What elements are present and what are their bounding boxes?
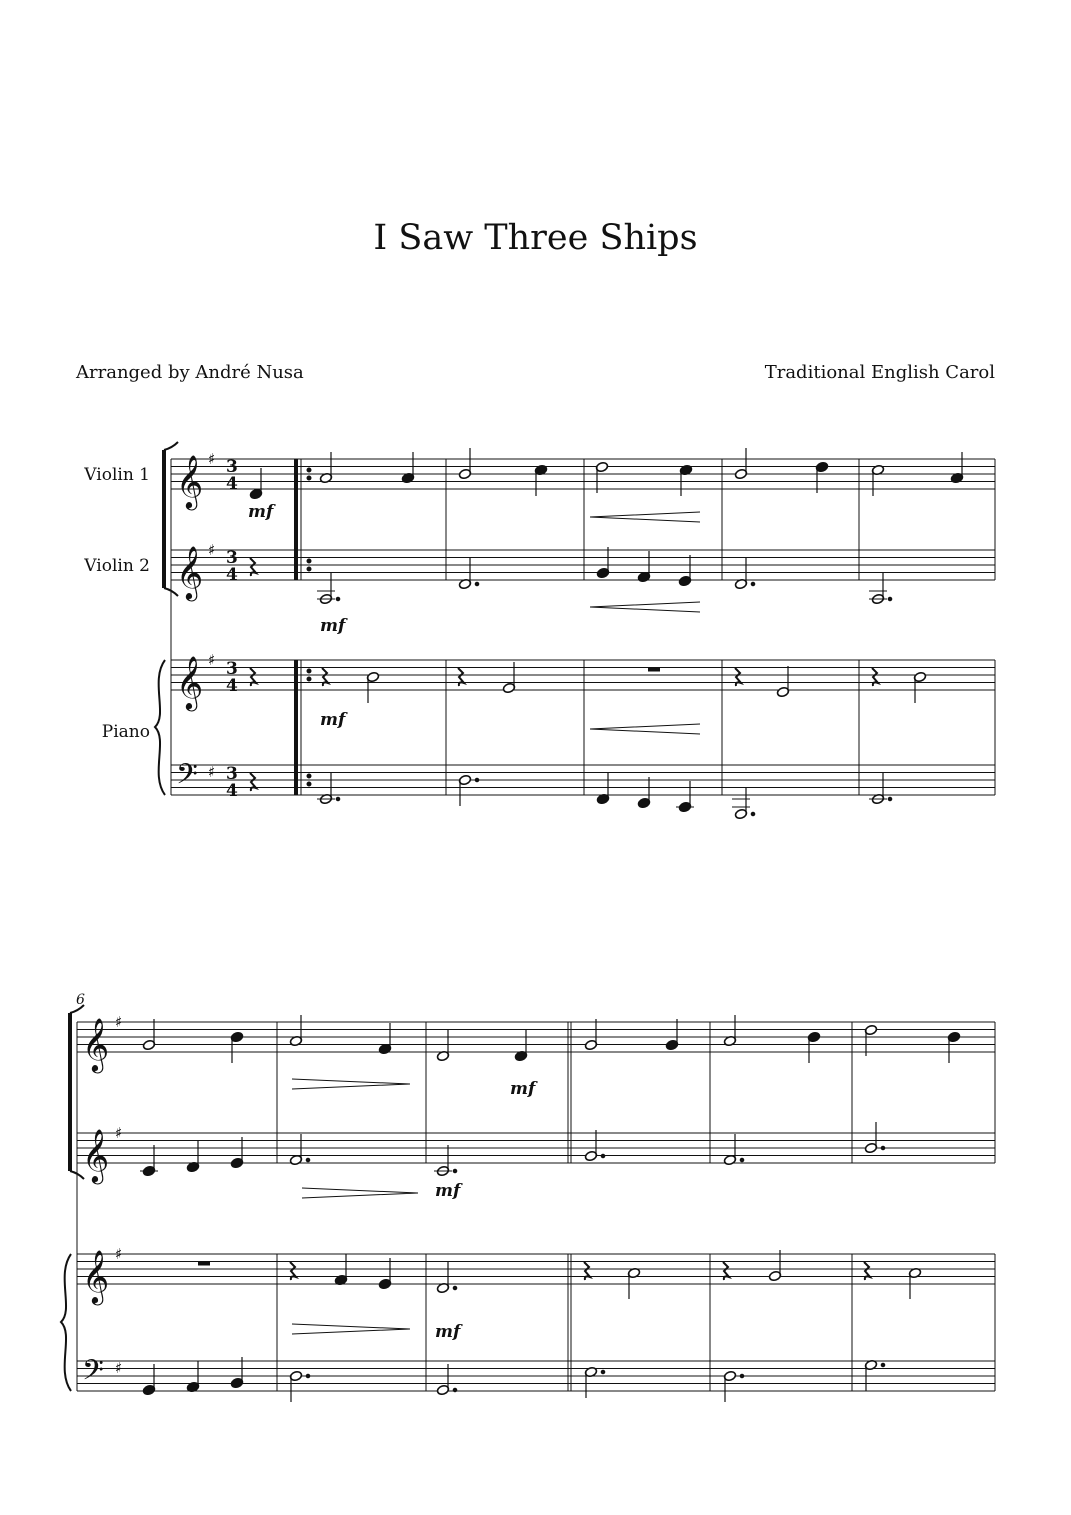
quarter-rest bbox=[290, 1262, 296, 1280]
sharp-icon: ♯ bbox=[208, 541, 216, 559]
sharp-icon: ♯ bbox=[115, 1359, 123, 1377]
sharp-icon: ♯ bbox=[115, 1245, 123, 1263]
dynamic-mark: mf bbox=[320, 616, 346, 636]
decrescendo bbox=[292, 1079, 410, 1089]
sharp-icon: ♯ bbox=[208, 651, 216, 669]
dot bbox=[888, 597, 892, 601]
dot bbox=[601, 1154, 605, 1158]
dot bbox=[740, 1158, 744, 1162]
quarter-rest bbox=[250, 668, 256, 686]
piano-label: Piano bbox=[101, 722, 150, 742]
repeat-dot bbox=[307, 782, 311, 786]
treble-clef-icon: 𝄞 bbox=[176, 545, 204, 599]
treble-clef-icon: 𝄞 bbox=[82, 1017, 110, 1071]
composer-credit: Traditional English Carol bbox=[764, 362, 995, 383]
quarter-rest bbox=[458, 668, 464, 686]
time-signature-top: 3 bbox=[226, 457, 238, 477]
sharp-icon: ♯ bbox=[208, 450, 216, 468]
dot bbox=[453, 1169, 457, 1173]
quarter-rest bbox=[735, 668, 741, 686]
crescendo bbox=[590, 602, 700, 612]
dot bbox=[888, 797, 892, 801]
time-signature-bottom: 4 bbox=[226, 676, 238, 696]
bass-clef-icon: 𝄢 bbox=[176, 758, 198, 798]
repeat-dot bbox=[307, 476, 311, 480]
dynamic-mark: mf bbox=[248, 502, 274, 522]
time-signature-top: 3 bbox=[226, 659, 238, 679]
crescendo bbox=[590, 724, 700, 734]
whole-rest bbox=[198, 1262, 210, 1266]
sharp-icon: ♯ bbox=[115, 1124, 123, 1142]
treble-clef-icon: 𝄞 bbox=[82, 1128, 110, 1182]
measure-number: 6 bbox=[76, 992, 85, 1008]
bass-clef-icon: 𝄢 bbox=[82, 1354, 104, 1394]
violin2-label: Violin 2 bbox=[84, 556, 150, 576]
violin1-label: Violin 1 bbox=[84, 465, 150, 485]
sharp-icon: ♯ bbox=[208, 763, 216, 781]
brace bbox=[155, 660, 165, 795]
dynamic-mark: mf bbox=[320, 710, 346, 730]
crescendo bbox=[590, 512, 700, 522]
quarter-rest bbox=[723, 1262, 729, 1280]
dot bbox=[306, 1158, 310, 1162]
quarter-rest bbox=[322, 668, 328, 686]
repeat-dot bbox=[307, 677, 311, 681]
dot bbox=[740, 1374, 744, 1378]
dot bbox=[453, 1388, 457, 1392]
dynamic-mark: mf bbox=[435, 1322, 461, 1342]
quarter-rest bbox=[250, 773, 256, 791]
time-signature-top: 3 bbox=[226, 764, 238, 784]
treble-clef-icon: 𝄞 bbox=[82, 1249, 110, 1303]
dot bbox=[336, 597, 340, 601]
decrescendo bbox=[302, 1188, 418, 1198]
repeat-dot bbox=[307, 468, 311, 472]
arranger-credit: Arranged by André Nusa bbox=[76, 362, 304, 383]
treble-clef-icon: 𝄞 bbox=[176, 454, 204, 508]
dot bbox=[336, 797, 340, 801]
dot bbox=[751, 812, 755, 816]
dot bbox=[453, 1286, 457, 1290]
dynamic-mark: mf bbox=[435, 1181, 461, 1201]
dot bbox=[881, 1146, 885, 1150]
whole-rest bbox=[648, 668, 660, 672]
time-signature-bottom: 4 bbox=[226, 474, 238, 494]
treble-clef-icon: 𝄞 bbox=[176, 655, 204, 709]
dot bbox=[475, 778, 479, 782]
piece-title: I Saw Three Ships bbox=[373, 218, 698, 258]
time-signature-bottom: 4 bbox=[226, 781, 238, 801]
dot bbox=[881, 1363, 885, 1367]
repeat-dot bbox=[307, 567, 311, 571]
repeat-dot bbox=[307, 559, 311, 563]
dynamic-mark: mf bbox=[510, 1079, 536, 1099]
time-signature-top: 3 bbox=[226, 548, 238, 568]
repeat-dot bbox=[307, 669, 311, 673]
repeat-dot bbox=[307, 774, 311, 778]
brace bbox=[61, 1254, 71, 1391]
dot bbox=[751, 582, 755, 586]
dot bbox=[601, 1370, 605, 1374]
time-signature-bottom: 4 bbox=[226, 565, 238, 585]
bracket bbox=[164, 442, 178, 450]
dot bbox=[475, 582, 479, 586]
quarter-rest bbox=[864, 1262, 870, 1280]
quarter-rest bbox=[584, 1262, 590, 1280]
quarter-rest bbox=[872, 668, 878, 686]
dot bbox=[306, 1374, 310, 1378]
decrescendo bbox=[292, 1324, 410, 1334]
quarter-rest bbox=[250, 558, 256, 576]
sharp-icon: ♯ bbox=[115, 1013, 123, 1031]
